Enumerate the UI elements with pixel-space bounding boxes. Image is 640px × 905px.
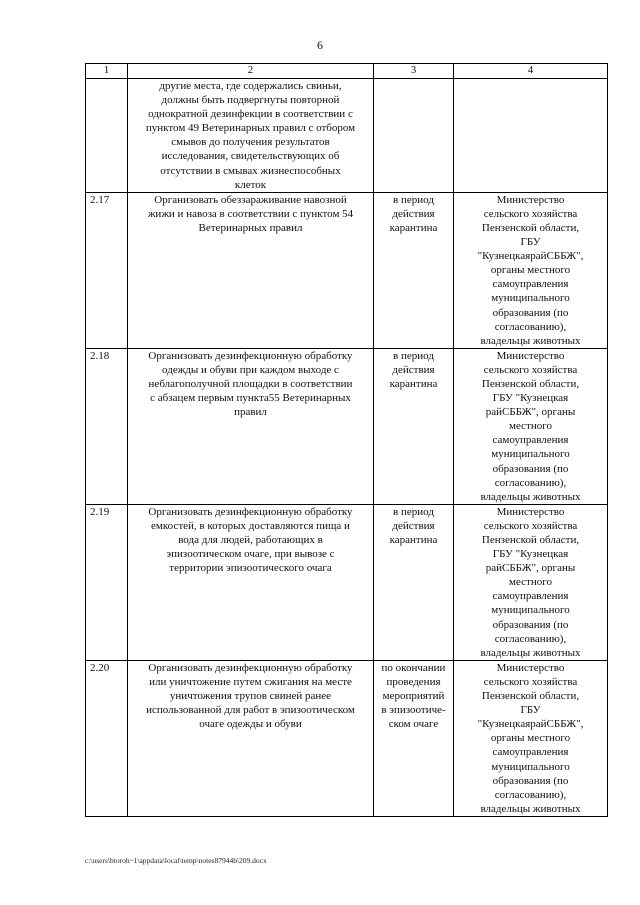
row-number: 2.19 bbox=[86, 504, 128, 660]
regulation-table bbox=[85, 63, 608, 817]
action-cell: Организовать обеззараживание навозной жижи и навоза в соответствии с пунктом 54 Ветеринарных правил bbox=[128, 192, 374, 348]
responsible-cell: Министерство сельского хозяйства Пензенской области, ГБУ "Кузнецкая райСББЖ", органы местного самоуправления муниципального образования (по согласованию), владельцы животных bbox=[454, 504, 608, 660]
responsible-cell: Министерство сельского хозяйства Пензенской области, ГБУ "КузнецкаярайСББЖ", органы местного самоуправления муниципального образования (по согласованию), владельцы животных bbox=[454, 660, 608, 816]
table-row bbox=[86, 660, 608, 816]
column-header-4: 4 bbox=[454, 64, 608, 79]
table-header-row bbox=[86, 64, 608, 79]
period-cell: по окончании проведения мероприятий в эпизоотиче- ском очаге bbox=[374, 660, 454, 816]
page-number: 6 bbox=[317, 38, 323, 52]
period-cell: в период действия карантина bbox=[374, 348, 454, 504]
column-header-3: 3 bbox=[374, 64, 454, 79]
action-cell: другие места, где содержались свиньи, должны быть подвергнуты повторной однократной дезинфекции в соответствии с пунктом 49 Ветеринарных правил с отбором смывов до получения результатов исследования, свидетельствующих об отсутствии в смывах жизнеспособных клеток bbox=[128, 79, 374, 193]
period-cell bbox=[374, 79, 454, 193]
period-cell: в период действия карантина bbox=[374, 504, 454, 660]
row-number bbox=[86, 79, 128, 193]
row-number: 2.18 bbox=[86, 348, 128, 504]
action-cell: Организовать дезинфекционную обработку или уничтожение путем сжигания на месте уничтожения трупов свиней ранее использованной для работ в эпизоотическом очаге одежды и обуви bbox=[128, 660, 374, 816]
row-number: 2.17 bbox=[86, 192, 128, 348]
action-cell: Организовать дезинфекционную обработку емкостей, в которых доставляются пища и вода для людей, работающих в эпизоотическом очаге, при вывозе с территории эпизоотического очага bbox=[128, 504, 374, 660]
responsible-cell: Министерство сельского хозяйства Пензенской области, ГБУ "КузнецкаярайСББЖ", органы местного самоуправления муниципального образования (по согласованию), владельцы животных bbox=[454, 192, 608, 348]
table-row bbox=[86, 504, 608, 660]
row-number: 2.20 bbox=[86, 660, 128, 816]
responsible-cell: Министерство сельского хозяйства Пензенской области, ГБУ "Кузнецкая райСББЖ", органы местного самоуправления муниципального образования (по согласованию), владельцы животных bbox=[454, 348, 608, 504]
table-row bbox=[86, 79, 608, 193]
footer-file-path: c:\users\btoroh~1\appdata\local\temp\notes87944b\209.docx bbox=[85, 856, 267, 865]
responsible-cell bbox=[454, 79, 608, 193]
column-header-1: 1 bbox=[86, 64, 128, 79]
column-header-2: 2 bbox=[128, 64, 374, 79]
action-cell: Организовать дезинфекционную обработку одежды и обуви при каждом выходе с неблагополучной площадки в соответствии с абзацем первым пункта55 Ветеринарных правил bbox=[128, 348, 374, 504]
table-row bbox=[86, 192, 608, 348]
table-row bbox=[86, 348, 608, 504]
period-cell: в период действия карантина bbox=[374, 192, 454, 348]
